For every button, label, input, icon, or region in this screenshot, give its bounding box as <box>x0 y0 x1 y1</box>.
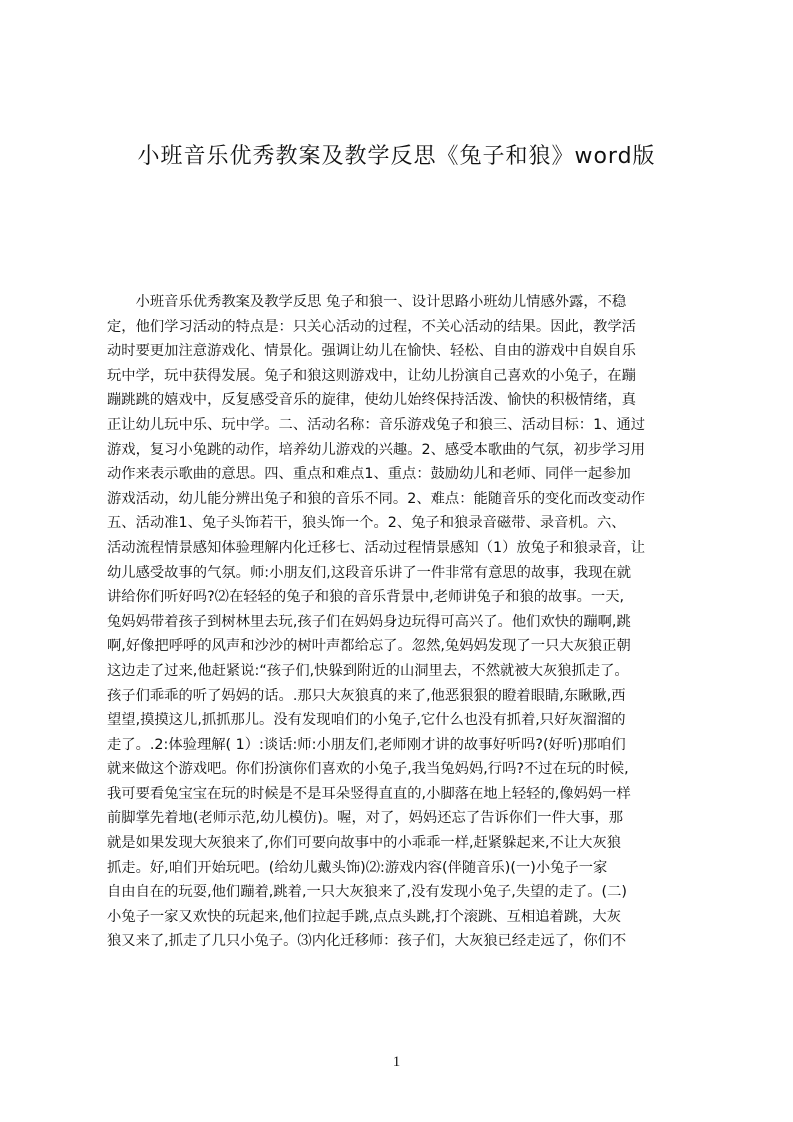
text-line: 这边走了过来,他赶紧说:“孩子们,快躲到附近的山洞里去，不然就被大灰狼抓走了。 <box>107 662 629 679</box>
text-line: 就是如果发现大灰狼来了,你们可要向故事中的小乖乖一样,赶紧躲起来,不让大灰狼 <box>107 835 622 852</box>
text-line: 正让幼儿玩中乐、玩中学。二、活动名称：音乐游戏兔子和狼三、活动目标：1、通过 <box>107 416 646 433</box>
text-line: 前脚掌先着地(老师示范,幼儿模仿)。喔，对了，妈妈还忘了告诉你们一件大事，那 <box>107 810 624 827</box>
text-line: 狼又来了,抓走了几只小兔子。⑶内化迁移师：孩子们，大灰狼已经走远了，你们不 <box>107 933 627 950</box>
text-line: 动时要更加注意游戏化、情景化。强调让幼儿在愉快、轻松、自由的游戏中自娱自乐 <box>107 343 636 360</box>
text-line: 我可要看兔宝宝在玩的时候是不是耳朵竖得直直的,小脚落在地上轻轻的,像妈妈一样 <box>107 785 631 802</box>
text-line: 走了。.2:体验理解( 1）:谈话:师:小朋友们,老师刚才讲的故事好听吗?(好听)那咱们 <box>107 736 626 753</box>
text-line: 啊,好像把呼呼的风声和沙沙的树叶声都给忘了。忽然,兔妈妈发现了一只大灰狼正朝 <box>107 638 631 655</box>
text-line: 蹦跳跳的嬉戏中，反复感受音乐的旋律，使幼儿始终保持活泼、愉快的积极情绪，真 <box>107 392 636 409</box>
text-line: 游戏，复习小兔跳的动作，培养幼儿游戏的兴趣。2、感受本歌曲的气氛，初步学习用 <box>107 441 646 458</box>
text-line: 动作来表示歌曲的意思。四、重点和难点1、重点：鼓励幼儿和老师、同伴一起参加 <box>107 466 631 483</box>
text-line: 游戏活动，幼儿能分辨出兔子和狼的音乐不同。2、难点：能随音乐的变化而改变动作 <box>107 490 646 507</box>
text-line: 自由自在的玩耍,他们蹦着,跳着,一只大灰狼来了,没有发现小兔子,失望的走了。(二) <box>107 884 627 901</box>
page-number: 1 <box>392 1054 401 1070</box>
body-text <box>107 290 697 1036</box>
text-line: 五、活动准1、兔子头饰若干，狼头饰一个。2、兔子和狼录音磁带、录音机。六、 <box>107 515 626 532</box>
text-line: 活动流程情景感知体验理解内化迁移七、活动过程情景感知（1）放兔子和狼录音，让 <box>107 539 646 556</box>
document-title: 小班音乐优秀教案及教学反思《兔子和狼》word版 <box>137 144 656 169</box>
text-line: 定，他们学习活动的特点是：只关心活动的过程，不关心活动的结果。因此，教学活 <box>107 318 636 335</box>
text-line: 玩中学，玩中获得发展。兔子和狼这则游戏中，让幼儿扮演自己喜欢的小兔子，在蹦 <box>107 367 636 384</box>
text-line: 孩子们乖乖的听了妈妈的话。.那只大灰狼真的来了,他恶狠狠的瞪着眼睛,东瞅瞅,西 <box>107 687 626 704</box>
text-line: 幼儿感受故事的气氛。师:小朋友们,这段音乐讲了一件非常有意思的故事，我现在就 <box>107 564 632 581</box>
text-line: 望望,摸摸这儿,抓抓那儿。没有发现咱们的小兔子,它什么也没有抓着,只好灰溜溜的 <box>107 712 626 729</box>
text-line: 抓走。好,咱们开始玩吧。(给幼儿戴头饰)⑵:游戏内容(伴随音乐)(一)小兔子一家 <box>107 859 608 876</box>
text-line: 讲给你们听好吗?⑵在轻轻的兔子和狼的音乐背景中,老师讲兔子和狼的故事。一天, <box>107 589 625 606</box>
text-line: 小班音乐优秀教案及教学反思 兔子和狼一、设计思路小班幼儿情感外露，不稳 <box>107 294 627 310</box>
text-line: 兔妈妈带着孩子到树林里去玩,孩子们在妈妈身边玩得可高兴了。他们欢快的蹦啊,跳 <box>107 613 631 630</box>
text-line: 小兔子一家又欢快的玩起来,他们拉起手跳,点点头跳,打个滚跳、互相追着跳，大灰 <box>107 908 622 925</box>
text-line: 就来做这个游戏吧。你们扮演你们喜欢的小兔子,我当兔妈妈,行吗?不过在玩的时候, <box>107 761 629 778</box>
